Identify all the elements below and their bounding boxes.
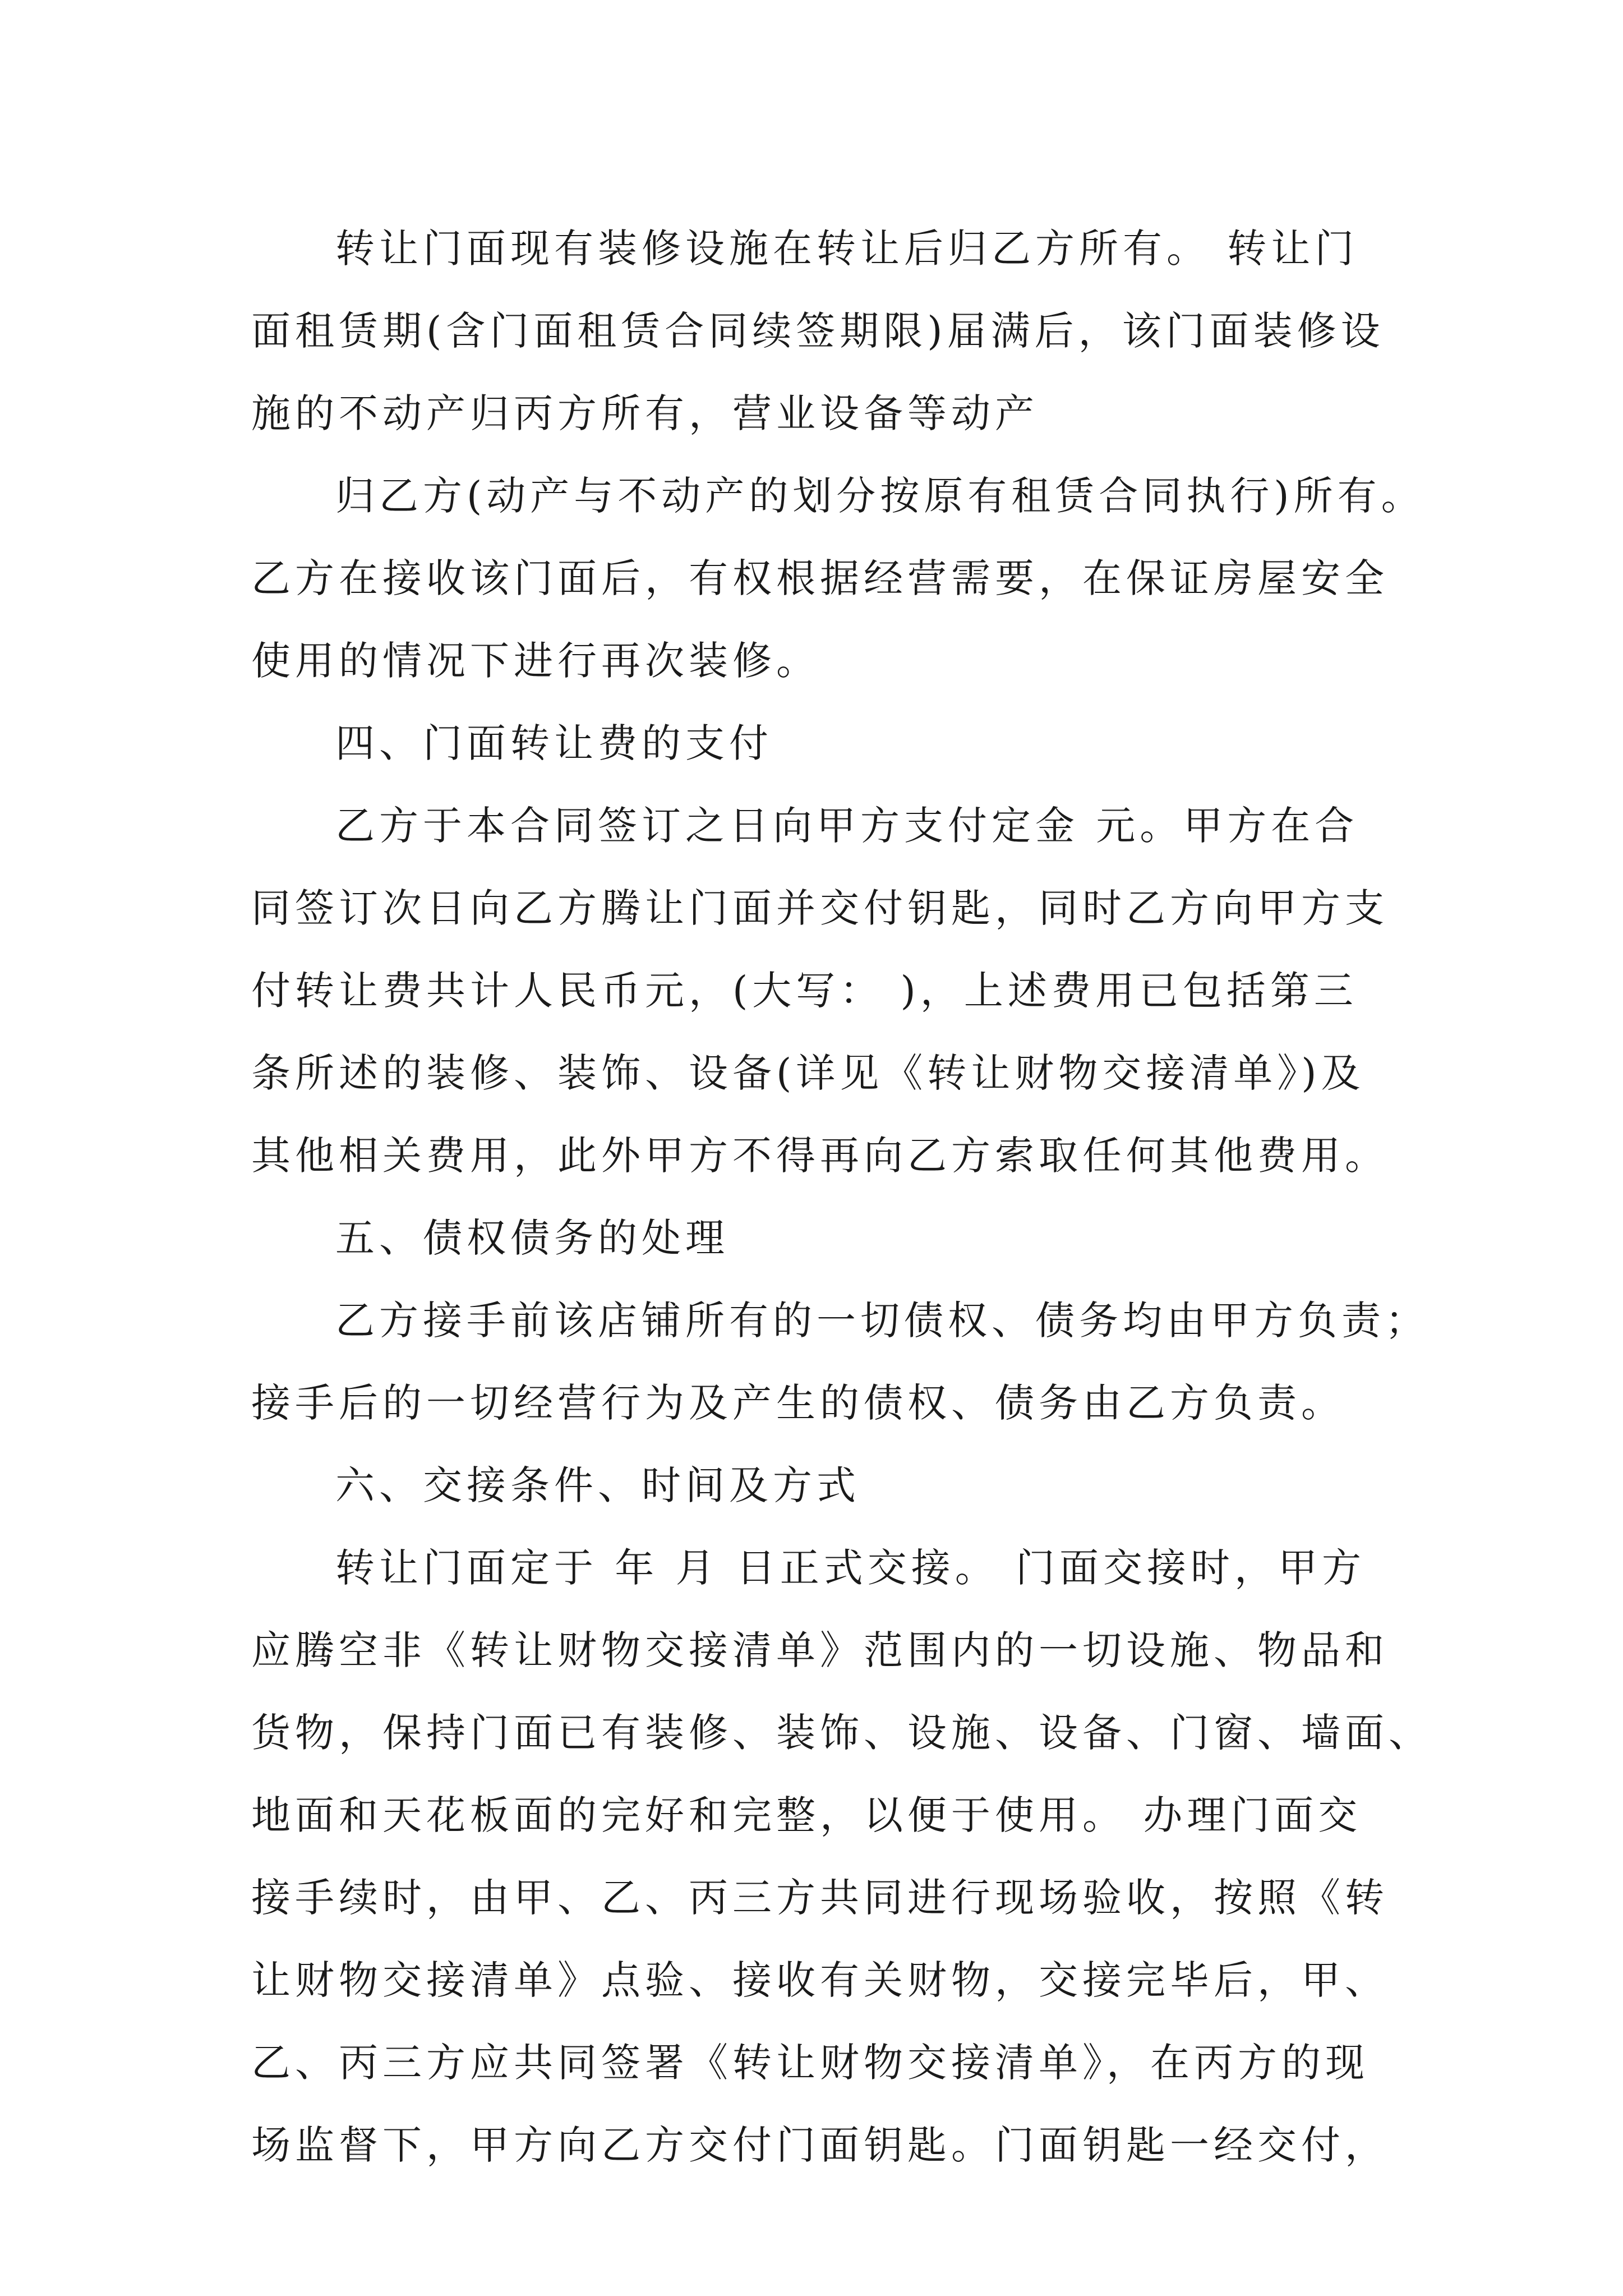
document-body: [251, 208, 1432, 2187]
text-line: 转让门面现有装修设施在转让后归乙方所有。 转让门: [335, 226, 1359, 272]
text-line: 场监督下，甲方向乙方交付门面钥匙。门面钥匙一经交付，: [251, 2122, 1389, 2168]
text-line: 面租赁期(含门面租赁合同续签期限)届满后，该门面装修设: [251, 308, 1385, 354]
text-line: 接手后的一切经营行为及产生的债权、债务由乙方负责。: [251, 1380, 1345, 1426]
text-line: 应腾空非《转让财物交接清单》范围内的一切设施、物品和: [251, 1627, 1389, 1673]
text-line: 乙方于本合同签订之日向甲方支付定金 元。甲方在合: [335, 803, 1359, 849]
text-line: 使用的情况下进行再次装修。: [251, 638, 820, 684]
section-heading: 六、交接条件、时间及方式: [335, 1462, 860, 1508]
text-line: 条所述的装修、装饰、设备(详见《转让财物交接清单》)及: [251, 1050, 1365, 1096]
section-heading: 四、门面转让费的支付: [335, 720, 773, 766]
text-line: 乙、丙三方应共同签署《转让财物交接清单》，在丙方的现: [251, 2040, 1369, 2086]
text-line: 地面和天花板面的完好和完整，以便于使用。 办理门面交: [251, 1792, 1362, 1838]
text-line: 付转让费共计人民币元，(大写： )，上述费用已包括第三: [251, 968, 1358, 1014]
section-heading: 五、债权债务的处理: [335, 1215, 729, 1261]
text-line: 同签订次日向乙方腾让门面并交付钥匙，同时乙方向甲方支: [251, 885, 1389, 931]
text-line: 转让门面定于 年 月 日正式交接。 门面交接时，甲方: [335, 1545, 1366, 1591]
text-line: 乙方接手前该店铺所有的一切债权、债务均由甲方负责；: [335, 1297, 1429, 1343]
text-line: 货物，保持门面已有装修、装饰、设施、设备、门窗、墙面、: [251, 1710, 1432, 1756]
text-line: 施的不动产归丙方所有，营业设备等动产: [251, 390, 1039, 436]
text-line: 乙方在接收该门面后，有权根据经营需要，在保证房屋安全: [251, 555, 1389, 601]
text-line: 归乙方(动产与不动产的划分按原有租赁合同执行)所有。: [335, 473, 1425, 519]
text-line: 其他相关费用，此外甲方不得再向乙方索取任何其他费用。: [251, 1133, 1389, 1179]
text-line: 接手续时，由甲、乙、丙三方共同进行现场验收，按照《转: [251, 1875, 1389, 1921]
text-line: 让财物交接清单》点验、接收有关财物，交接完毕后，甲、: [251, 1957, 1389, 2003]
